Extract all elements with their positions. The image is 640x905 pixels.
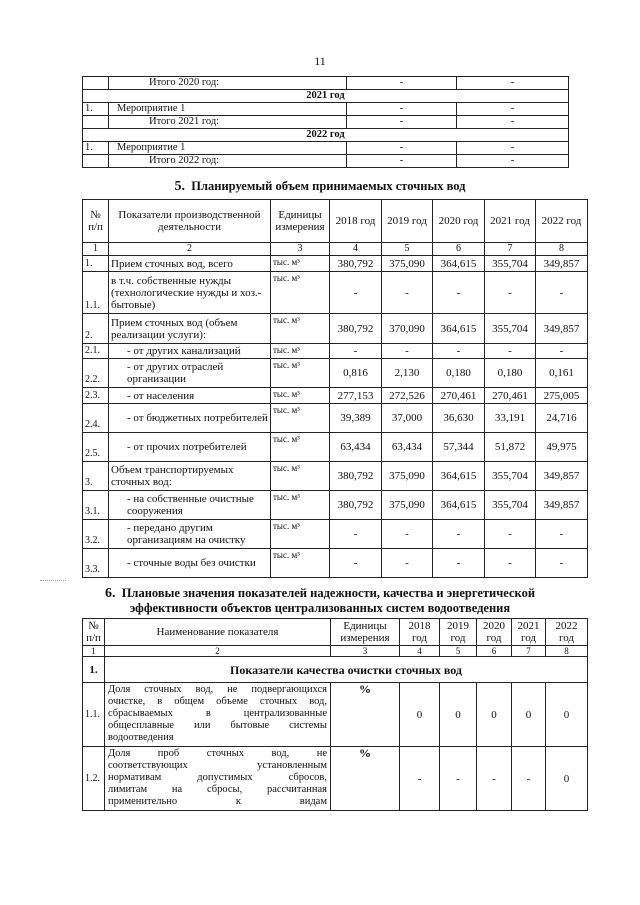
- row-name: Итого 2021 год:: [109, 116, 347, 129]
- value-cell: 370,090: [382, 314, 433, 344]
- wastewater-volume-table: [82, 199, 588, 578]
- table-row: [83, 359, 588, 388]
- indicator-name-line: сбрасываемых в централизованные: [108, 708, 327, 719]
- indicator-name-line: применительно к видам: [108, 796, 327, 807]
- table-row: [83, 256, 588, 272]
- value-cell: 39,389: [330, 404, 382, 433]
- indicator-name: - на собственные очистные сооружения: [109, 491, 271, 520]
- indicator-name: в т.ч. собственные нужды (технологические нужды и хоз.-бытовые): [109, 272, 271, 314]
- value-cell: -: [536, 520, 588, 549]
- table-row: [83, 404, 588, 433]
- table-row: [83, 77, 569, 90]
- column-index: 6: [433, 243, 485, 256]
- indicator-name-line: Доля сточных вод, не подвергающихся: [108, 684, 327, 695]
- row-number: 2.3.: [83, 388, 109, 404]
- value-cell: -: [382, 272, 433, 314]
- value-cell: -: [382, 549, 433, 578]
- section-6-number: 6.: [104, 586, 116, 601]
- column-header: № п/п: [83, 200, 109, 243]
- indicator-name: - от бюджетных потребителей: [109, 404, 271, 433]
- value-cell: -: [433, 344, 485, 359]
- value-cell: -: [347, 103, 457, 116]
- unit-cell: тыс. м³: [271, 520, 330, 549]
- section-year-title: 2021 год: [83, 90, 569, 103]
- table-row: [83, 155, 569, 168]
- section-6-heading: [0, 586, 640, 616]
- column-header: Единицы измерения: [271, 200, 330, 243]
- row-number: 3.: [83, 462, 109, 491]
- column-header: 2018 год: [330, 200, 382, 243]
- unit-cell: %: [331, 683, 400, 747]
- value-cell: 355,704: [485, 256, 536, 272]
- unit-cell: тыс. м³: [271, 359, 330, 388]
- section-6-title-line1: Плановые значения показателей надежности, качества и энергетической: [121, 586, 536, 600]
- value-cell: 349,857: [536, 462, 588, 491]
- value-cell: -: [347, 116, 457, 129]
- table-row: [83, 520, 588, 549]
- value-cell: 0: [477, 683, 512, 747]
- table-row: [83, 549, 588, 578]
- value-cell: 36,630: [433, 404, 485, 433]
- value-cell: -: [512, 747, 546, 811]
- row-number: [83, 155, 109, 168]
- section-year-row: [83, 90, 569, 103]
- group-row: [83, 657, 588, 683]
- table-row: [83, 272, 588, 314]
- value-cell: 355,704: [485, 314, 536, 344]
- column-index: 2: [109, 243, 271, 256]
- indicator-name-line: очистке, в общем объеме сточных вод,: [108, 696, 327, 707]
- section-year-row: [83, 129, 569, 142]
- value-cell: -: [433, 520, 485, 549]
- indicator-name: - от населения: [109, 388, 271, 404]
- value-cell: 0: [546, 683, 588, 747]
- column-header: 2018 год: [400, 619, 440, 646]
- value-cell: -: [330, 272, 382, 314]
- column-index: 7: [512, 646, 546, 657]
- indicator-name-line: лимитам на сбросы, рассчитанная: [108, 784, 327, 795]
- value-cell: -: [485, 272, 536, 314]
- column-header: 2020 год: [477, 619, 512, 646]
- column-index: 5: [440, 646, 477, 657]
- value-cell: 355,704: [485, 491, 536, 520]
- indicator-name-line: нормативам допустимых сбросов,: [108, 772, 327, 783]
- group-title: Показатели качества очистки сточных вод: [105, 657, 588, 683]
- table-row: [83, 683, 588, 747]
- value-cell: 275,005: [536, 388, 588, 404]
- column-header: 2022 год: [546, 619, 588, 646]
- value-cell: 51,872: [485, 433, 536, 462]
- column-index: 7: [485, 243, 536, 256]
- value-cell: -: [330, 520, 382, 549]
- unit-cell: тыс. м³: [271, 549, 330, 578]
- page-number: 11: [314, 54, 326, 68]
- row-number: 3.3.: [83, 549, 109, 578]
- table-row: [83, 433, 588, 462]
- value-cell: 364,615: [433, 314, 485, 344]
- column-index: 1: [83, 646, 105, 657]
- row-name: Итого 2020 год:: [109, 77, 347, 90]
- indicator-name: [105, 747, 331, 811]
- value-cell: 349,857: [536, 491, 588, 520]
- value-cell: -: [382, 344, 433, 359]
- column-index: 3: [331, 646, 400, 657]
- indicator-name-line: водоотведения: [108, 732, 174, 743]
- indicator-name: Прием сточных вод (объем реализации услуги):: [109, 314, 271, 344]
- value-cell: -: [485, 520, 536, 549]
- value-cell: 0,180: [433, 359, 485, 388]
- measures-table: [82, 76, 569, 168]
- column-index: 8: [536, 243, 588, 256]
- value-cell: 49,975: [536, 433, 588, 462]
- value-cell: -: [536, 272, 588, 314]
- value-cell: 380,792: [330, 256, 382, 272]
- value-cell: 63,434: [382, 433, 433, 462]
- value-cell: -: [433, 272, 485, 314]
- unit-cell: тыс. м³: [271, 272, 330, 314]
- value-cell: -: [382, 520, 433, 549]
- column-header: 2020 год: [433, 200, 485, 243]
- value-cell: 364,615: [433, 256, 485, 272]
- indicator-name-line: Доля проб сточных вод, не: [108, 748, 327, 759]
- table-row: [83, 462, 588, 491]
- row-number: 2.5.: [83, 433, 109, 462]
- value-cell: 364,615: [433, 462, 485, 491]
- value-cell: 2,130: [382, 359, 433, 388]
- unit-cell: тыс. м³: [271, 462, 330, 491]
- value-cell: -: [477, 747, 512, 811]
- row-name: Мероприятие 1: [109, 142, 347, 155]
- value-cell: 0: [512, 683, 546, 747]
- row-name: Мероприятие 1: [109, 103, 347, 116]
- indicator-name: - сточные воды без очистки: [109, 549, 271, 578]
- table-row: [83, 142, 569, 155]
- column-index: 8: [546, 646, 588, 657]
- value-cell: 375,090: [382, 462, 433, 491]
- table-row: [83, 344, 588, 359]
- indicator-name-line: соответствующих установленным: [108, 760, 327, 771]
- indicator-name: Прием сточных вод, всего: [109, 256, 271, 272]
- column-header: 2022 год: [536, 200, 588, 243]
- row-number: 1.1.: [83, 272, 109, 314]
- value-cell: -: [457, 116, 569, 129]
- row-number: 2.4.: [83, 404, 109, 433]
- unit-cell: тыс. м³: [271, 344, 330, 359]
- indicator-name: - передано другим организациям на очистку: [109, 520, 271, 549]
- value-cell: 375,090: [382, 491, 433, 520]
- value-cell: 24,716: [536, 404, 588, 433]
- value-cell: 0,180: [485, 359, 536, 388]
- unit-cell: тыс. м³: [271, 491, 330, 520]
- column-index: 6: [477, 646, 512, 657]
- column-header: 2019 год: [440, 619, 477, 646]
- value-cell: -: [457, 155, 569, 168]
- row-number: 1.: [83, 142, 109, 155]
- column-index: 4: [400, 646, 440, 657]
- value-cell: -: [457, 142, 569, 155]
- column-header: 2021 год: [512, 619, 546, 646]
- column-index: 4: [330, 243, 382, 256]
- column-header: 2019 год: [382, 200, 433, 243]
- table-row: [83, 491, 588, 520]
- row-number: 2.1.: [83, 344, 109, 359]
- value-cell: 349,857: [536, 314, 588, 344]
- value-cell: -: [440, 747, 477, 811]
- value-cell: 0: [400, 683, 440, 747]
- indicators-table: [82, 618, 588, 811]
- indicator-name: - от других отраслей организации: [109, 359, 271, 388]
- value-cell: -: [536, 344, 588, 359]
- value-cell: 272,526: [382, 388, 433, 404]
- value-cell: -: [457, 77, 569, 90]
- column-index: 1: [83, 243, 109, 256]
- value-cell: 63,434: [330, 433, 382, 462]
- value-cell: 0,816: [330, 359, 382, 388]
- column-index: 5: [382, 243, 433, 256]
- value-cell: 349,857: [536, 256, 588, 272]
- table-row: [83, 747, 588, 811]
- section-5-number: 5.: [174, 179, 186, 194]
- value-cell: 355,704: [485, 462, 536, 491]
- value-cell: 33,191: [485, 404, 536, 433]
- table-row: [83, 116, 569, 129]
- column-header: Единицы измерения: [331, 619, 400, 646]
- value-cell: 270,461: [485, 388, 536, 404]
- value-cell: -: [400, 747, 440, 811]
- value-cell: -: [457, 103, 569, 116]
- value-cell: -: [347, 77, 457, 90]
- row-number: [83, 116, 109, 129]
- column-header: № п/п: [83, 619, 105, 646]
- value-cell: -: [485, 549, 536, 578]
- row-number: 1.: [83, 256, 109, 272]
- value-cell: 270,461: [433, 388, 485, 404]
- indicator-name: [105, 683, 331, 747]
- table-row: [83, 103, 569, 116]
- value-cell: -: [347, 142, 457, 155]
- value-cell: 0,161: [536, 359, 588, 388]
- value-cell: 380,792: [330, 314, 382, 344]
- indicator-name: - от прочих потребителей: [109, 433, 271, 462]
- value-cell: 364,615: [433, 491, 485, 520]
- value-cell: -: [330, 344, 382, 359]
- indicator-name: - от других канализаций: [109, 344, 271, 359]
- unit-cell: тыс. м³: [271, 388, 330, 404]
- column-index: 3: [271, 243, 330, 256]
- value-cell: 0: [440, 683, 477, 747]
- group-number: 1.: [83, 657, 105, 683]
- row-number: 3.1.: [83, 491, 109, 520]
- section-year-title: 2022 год: [83, 129, 569, 142]
- value-cell: 0: [546, 747, 588, 811]
- row-number: [83, 77, 109, 90]
- value-cell: -: [330, 549, 382, 578]
- row-number: 1.: [83, 103, 109, 116]
- indicator-name-line: общесплавные или бытовые системы: [108, 720, 327, 731]
- section-5-title: Планируемый объем принимаемых сточных вод: [191, 179, 466, 193]
- section-5-heading: [0, 179, 640, 195]
- unit-cell: тыс. м³: [271, 256, 330, 272]
- value-cell: -: [485, 344, 536, 359]
- unit-cell: тыс. м³: [271, 433, 330, 462]
- unit-cell: тыс. м³: [271, 404, 330, 433]
- value-cell: -: [347, 155, 457, 168]
- unit-cell: тыс. м³: [271, 314, 330, 344]
- header-row: [83, 200, 588, 243]
- scan-artifact-line: [40, 580, 66, 581]
- column-header: 2021 год: [485, 200, 536, 243]
- value-cell: 380,792: [330, 462, 382, 491]
- table-row: [83, 314, 588, 344]
- row-number: 3.2.: [83, 520, 109, 549]
- section-6-title-line2: эффективности объектов централизованных систем водоотведения: [129, 601, 511, 615]
- row-name: Итого 2022 год:: [109, 155, 347, 168]
- indicator-name: Объем транспортируемых сточных вод:: [109, 462, 271, 491]
- row-number: 2.: [83, 314, 109, 344]
- index-row: [83, 646, 588, 657]
- value-cell: 380,792: [330, 491, 382, 520]
- table-row: [83, 388, 588, 404]
- unit-cell: %: [331, 747, 400, 811]
- value-cell: 375,090: [382, 256, 433, 272]
- row-number: 1.2.: [83, 747, 105, 811]
- column-header: Наименование показателя: [105, 619, 331, 646]
- value-cell: 57,344: [433, 433, 485, 462]
- column-index: 2: [105, 646, 331, 657]
- value-cell: 277,153: [330, 388, 382, 404]
- row-number: 2.2.: [83, 359, 109, 388]
- row-number: 1.1.: [83, 683, 105, 747]
- header-row: [83, 619, 588, 646]
- value-cell: -: [433, 549, 485, 578]
- value-cell: 37,000: [382, 404, 433, 433]
- index-row: [83, 243, 588, 256]
- column-header: Показатели производственной деятельности: [109, 200, 271, 243]
- value-cell: -: [536, 549, 588, 578]
